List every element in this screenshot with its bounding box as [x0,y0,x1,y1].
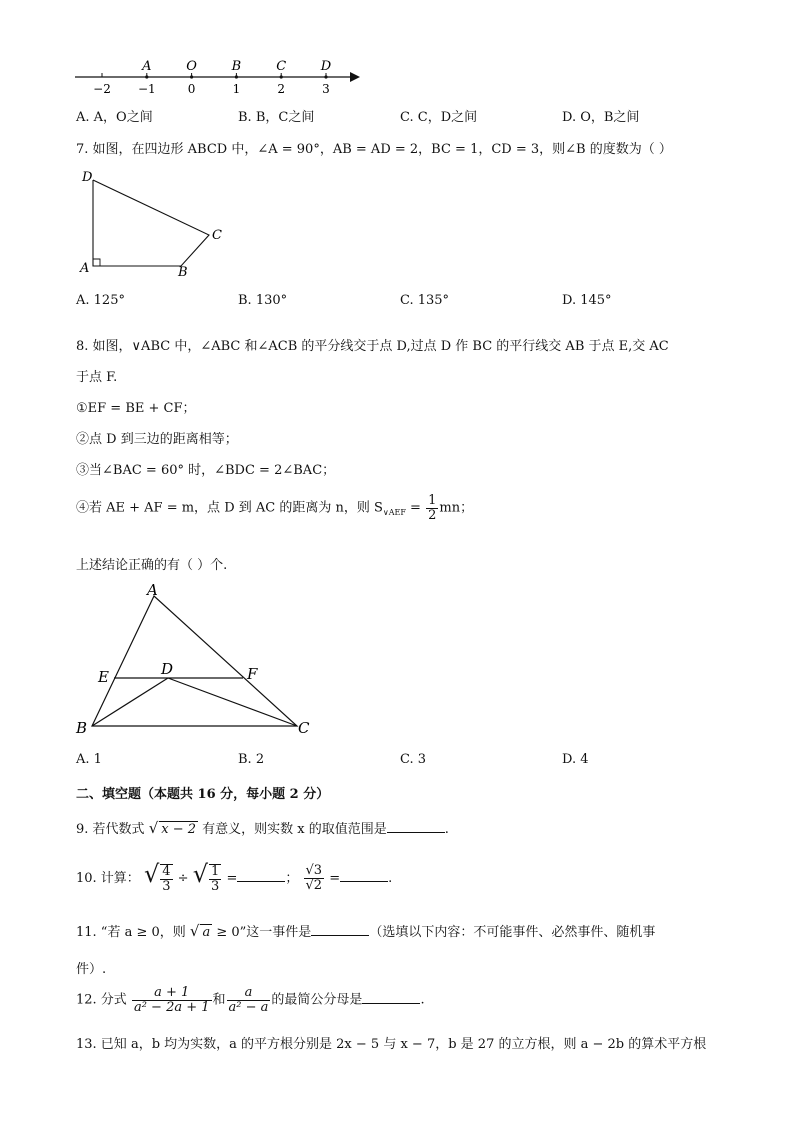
number-line-point-label: O [186,59,197,74]
section2-title: 二、填空题（本题共 16 分，每小题 2 分） [76,787,330,802]
q8-item4-eq: = [405,500,426,516]
q10-blank2 [340,869,388,882]
q7-quadrilateral-figure [76,168,236,280]
q8-item4-frac-denominator: 2 [428,507,437,523]
number-line-tick-label: −1 [137,82,156,96]
q11-prefix: 11. “若 a ≥ 0，则 [76,925,190,940]
q8-item4-fraction [426,494,438,522]
q10-line [76,860,392,893]
number-line-point [324,75,327,78]
q7-label-d: D [82,170,93,185]
q10-frac2 [209,864,221,893]
q7-stem: 7. 如图，在四边形 ABCD 中，∠A = 90°，AB = AD = 2，BC = 1，CD = 3，则∠B 的度数为（ ） [76,142,672,157]
q9-end: . [444,822,449,837]
q11-radicand: a [202,925,211,940]
q9-suffix: 有意义，则实数 x 的取值范围是 [202,822,387,837]
q10-frac2-numerator: 1 [211,863,220,879]
radical-icon: √ [148,819,159,837]
q9-line [76,818,449,837]
q6-option-a: A. A，O之间 [76,110,153,125]
q7-option-c: C. 135° [400,293,450,308]
q7-label-a: A [80,261,90,276]
q8-item4-sub: ∨AEF [382,508,406,518]
q8-label-c: C [298,719,310,737]
q10-frac3-numerator: √3 [305,863,323,879]
q12-frac1-denominator: a² − 2a + 1 [133,999,210,1015]
q10-eq1: = [226,871,238,886]
q11-blank [311,923,369,936]
q8-label-f: F [247,665,258,683]
q10-frac1 [160,864,172,893]
q8-option-a: A. 1 [76,752,102,767]
q12-frac1-numerator: a + 1 [132,986,212,1001]
q8-option-d: D. 4 [562,752,589,767]
q8-item-3: ③当∠BAC = 60° 时，∠BDC = 2∠BAC； [76,463,336,478]
q8-label-a: A [147,581,158,599]
q8-stem-line2: 于点 F. [76,370,118,385]
q8-item4-prefix: ④若 AE + AF = m，点 D 到 AC 的距离为 n，则 S [76,500,383,516]
q8-option-c: C. 3 [400,752,427,767]
number-line-tick-label: −2 [93,82,111,96]
number-line-point [280,75,283,78]
q12-prefix: 12. 分式 [76,992,127,1008]
q10-eq2: = [329,871,341,886]
q12-line [76,986,425,1014]
number-line-point-label: B [231,59,242,74]
q10-end: . [388,871,393,886]
q12-frac1 [132,986,212,1014]
radical-icon: √ [189,922,200,940]
number-line-point-label: D [320,59,332,74]
number-line-point [190,75,193,78]
q12-frac2 [227,986,271,1014]
q7-option-d: D. 145° [562,293,612,308]
q8-option-b: B. 2 [238,752,265,767]
q12-frac2-numerator: a [227,986,271,1001]
q8-label-b: B [76,719,88,737]
number-line-tick-label: 2 [277,82,286,96]
number-line-point [235,75,238,78]
q13-line: 13. 已知 a，b 均为实数，a 的平方根分别是 2x − 5 与 x − 7，b 是 27 的立方根，则 a − 2b 的算术平方根 [76,1037,707,1052]
q6-option-c: C. C，D之间 [400,110,478,125]
q11-line2: 件）. [76,962,107,977]
q10-frac3 [304,864,325,892]
q11-mid: ≥ 0”这一事件是 [212,925,312,940]
q10-frac1-denominator: 3 [162,878,171,894]
number-line-point-label: A [142,59,152,74]
q10-frac3-denominator: √2 [305,878,323,893]
q9-radicand: x − 2 [161,822,197,837]
q8-conclusion: 上述结论正确的有（ ）个. [76,558,228,573]
q6-option-d: D. O，B之间 [562,110,640,125]
q10-div: ÷ [177,871,189,886]
radical-icon: √ [192,860,209,888]
q8-triangle-figure [70,578,330,743]
q8-item-2: ②点 D 到三边的距离相等； [76,432,238,447]
number-line-point [145,75,148,78]
number-line-tick-label: 1 [232,82,241,96]
number-line-tick-label: 3 [322,82,330,96]
q12-frac2-denominator: a² − a [228,999,269,1015]
q8-stem-line1: 8. 如图，∨ABC 中，∠ABC 和∠ACB 的平分线交于点 D,过点 D 作 BC 的平行线交 AB 于点 E,交 AC [76,339,669,354]
q11-suffix: （选填以下内容：不可能事件、必然事件、随机事 [369,925,656,940]
q10-frac2-denominator: 3 [211,878,220,894]
number-line-tick-label: 0 [187,82,196,96]
q8-label-e: E [98,668,109,686]
q8-item4-suffix: mn； [439,500,474,516]
q8-label-d: D [161,660,174,678]
q7-label-c: C [212,228,222,243]
q12-end: . [420,992,425,1008]
q6-option-b: B. B，C之间 [238,110,315,125]
q10-prefix: 10. 计算： [76,871,140,886]
q12-and: 和 [212,992,226,1008]
q8-item4-frac-numerator: 1 [428,493,437,508]
q9-prefix: 9. 若代数式 [76,822,145,837]
number-line-point-label: C [276,59,287,74]
q12-suffix: 的最简公分母是 [271,992,363,1008]
q7-option-a: A. 125° [76,293,125,308]
q10-blank1 [237,869,285,882]
q8-item-1: ①EF = BE + CF； [76,401,196,416]
radical-icon: √ [143,860,160,888]
q10-sep: ； [285,871,299,886]
q12-blank [362,991,420,1004]
q8-item-4 [76,494,473,522]
q10-frac1-numerator: 4 [162,863,171,879]
q7-option-b: B. 130° [238,293,288,308]
q7-label-b: B [178,265,188,280]
q9-blank [387,820,445,833]
number-line-figure [70,55,370,100]
q11-line1 [76,921,655,940]
